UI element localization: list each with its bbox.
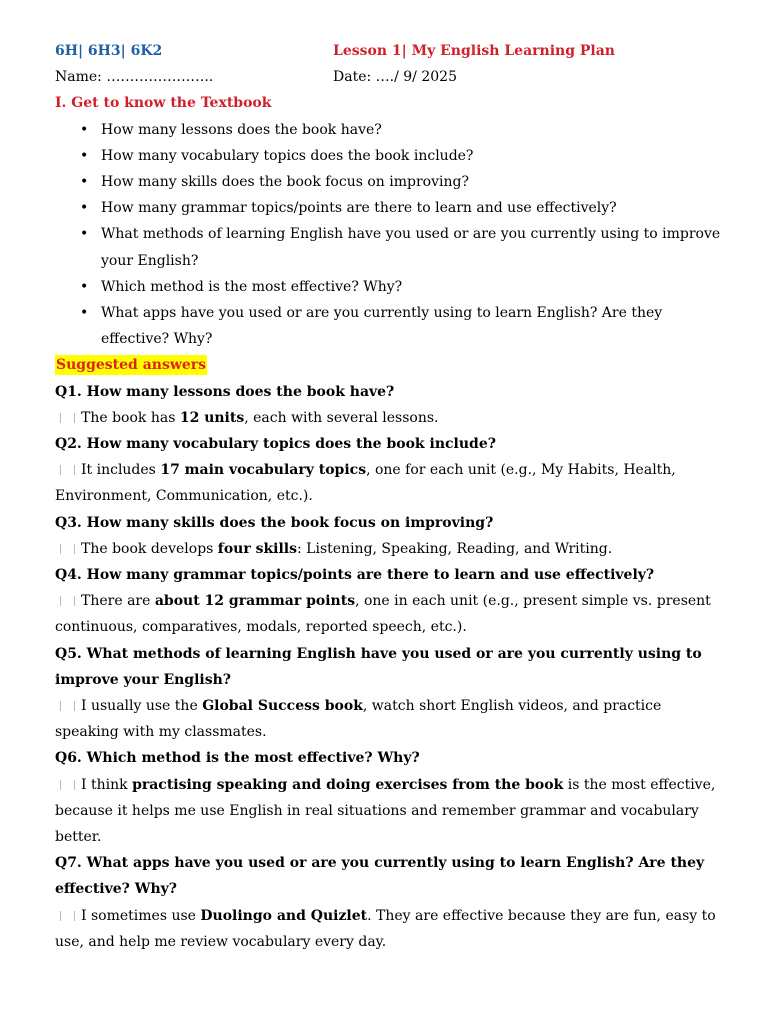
suggested-answers-heading: Suggested answers — [56, 357, 207, 374]
question-text: How many lessons does the book have? — [101, 121, 382, 138]
answer-part: There are — [81, 593, 155, 610]
question-heading: Q3. How many skills does the book focus on improving? — [55, 514, 494, 531]
question-text: What apps have you used or are you currently using to learn English? Are they effective? Why? — [101, 304, 663, 348]
question-heading: Q2. How many vocabulary topics does the book include? — [55, 435, 496, 452]
list-item — [55, 117, 725, 143]
question-heading: Q7. What apps have you used or are you currently using to learn English? Are they effective? Why? — [55, 855, 705, 898]
worksheet-page — [55, 38, 725, 955]
answer-block — [55, 431, 725, 510]
answer-part: I sometimes use — [81, 907, 201, 924]
answer-part: : Listening, Speaking, Reading, and Writing. — [297, 540, 613, 557]
placeholder-glyph-icon — [60, 413, 75, 423]
placeholder-glyph-icon — [60, 596, 75, 606]
date-text: Date: …./ 9/ 2025 — [333, 69, 457, 86]
answer-text — [55, 693, 725, 745]
answer-part: , one in each unit (e.g., present simple vs. present continuous, comparatives, modals, reported speech, etc.). — [55, 593, 711, 636]
answer-part: The book has — [81, 409, 180, 426]
header-row — [55, 38, 725, 64]
answer-text — [55, 588, 725, 640]
answer-block — [55, 641, 725, 746]
answer-part: , each with several lessons. — [244, 409, 439, 426]
question-heading: Q5. What methods of learning English have you used or are you currently using to improve your English? — [55, 645, 702, 688]
question-text: How many skills does the book focus on improving? — [101, 173, 469, 190]
answer-part: I usually use the — [81, 698, 203, 715]
bullet-icon: • — [80, 278, 89, 295]
answer-block — [55, 379, 725, 431]
question-text: Which method is the most effective? Why? — [101, 278, 403, 295]
answer-emphasis: four skills — [217, 540, 298, 557]
suggested-heading-row — [55, 352, 725, 378]
answer-part: . They are effective because they are fun, easy to use, and help me review vocabulary every day. — [55, 907, 716, 950]
answer-emphasis: 17 main vocabulary topics — [160, 462, 367, 479]
answer-emphasis: 12 units — [179, 409, 245, 426]
question-heading: Q1. How many lessons does the book have? — [55, 383, 395, 400]
answer-part: , watch short English videos, and practice speaking with my classmates. — [55, 698, 662, 741]
question-heading: Q6. Which method is the most effective? Why? — [55, 750, 420, 767]
question-text: What methods of learning English have you used or are you currently using to improve your English? — [101, 226, 721, 269]
question-heading: Q4. How many grammar topics/points are there to learn and use effectively? — [55, 567, 655, 583]
answer-text — [55, 457, 725, 509]
placeholder-glyph-icon — [60, 701, 75, 711]
answer-emphasis: Duolingo and Quizlet — [200, 907, 368, 924]
section-title: I. Get to know the Textbook — [55, 95, 272, 112]
placeholder-glyph-icon — [60, 544, 75, 554]
name-field: Name: ………………….. — [55, 69, 214, 86]
question-text: How many grammar topics/points are there to learn and use effectively? — [101, 200, 617, 217]
list-item — [55, 221, 725, 273]
answer-part: The book develops — [81, 540, 218, 557]
bullet-icon: • — [80, 121, 89, 138]
answer-part: , one for each unit (e.g., My Habits, Health, Environment, Communication, etc.). — [55, 462, 676, 505]
list-item — [55, 195, 725, 221]
question-list — [55, 117, 725, 353]
answer-block — [55, 745, 725, 850]
answer-block — [55, 850, 725, 955]
placeholder-glyph-icon — [60, 465, 75, 475]
answer-block — [55, 510, 725, 562]
answer-text — [55, 772, 725, 851]
bullet-icon: • — [80, 173, 89, 190]
list-item — [55, 169, 725, 195]
answer-part: is the most effective, because it helps me use English in real situations and remember grammar and vocabulary better. — [55, 776, 716, 846]
bullet-icon: • — [80, 304, 89, 321]
answer-emphasis: about 12 grammar points — [154, 593, 356, 610]
question-text: How many vocabulary topics does the book include? — [101, 147, 474, 164]
list-item — [55, 143, 725, 169]
name-date-row — [55, 64, 725, 90]
answer-part: I think — [81, 776, 133, 793]
answer-emphasis: Global Success book — [202, 698, 363, 715]
date-field — [333, 64, 457, 90]
bullet-icon: • — [80, 147, 89, 164]
answer-block — [55, 562, 725, 641]
answer-text — [55, 405, 725, 431]
list-item — [55, 274, 725, 300]
placeholder-glyph-icon — [60, 911, 75, 921]
answer-text — [55, 903, 725, 955]
placeholder-glyph-icon — [60, 780, 75, 790]
bullet-icon: • — [80, 226, 89, 243]
lesson-title: Lesson 1| My English Learning Plan — [333, 43, 615, 59]
answer-part: It includes — [81, 462, 161, 479]
list-item — [55, 300, 725, 352]
class-codes: 6H| 6H3| 6K2 — [55, 43, 163, 59]
answer-text — [55, 536, 725, 562]
answer-emphasis: practising speaking and doing exercises from the book — [132, 776, 564, 793]
bullet-icon: • — [80, 200, 89, 217]
